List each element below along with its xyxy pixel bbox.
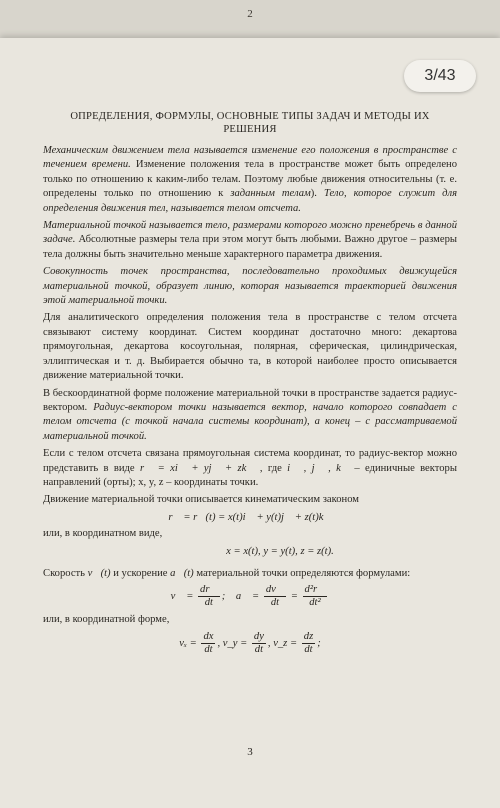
paragraph-coordinate-form: или, в координатном виде, — [43, 528, 163, 540]
fraction-d2r-dt2: $\frac{\text{d²r⃗}}{\text{dt²}}$ — [304, 584, 326, 609]
paragraph-trajectory: Совокупность точек пространства, последовательно проходимых движущейся материальной точкой, образует линию, которая называется траекторией движения этой материальной точки. — [43, 266, 457, 307]
radius-vector-formula: r⃗ = xi⃗ + yj⃗ + zk⃗ — [139, 462, 255, 474]
unit-vectors: i⃗ , j⃗ , k⃗ — [287, 462, 350, 474]
page-number: 3 — [247, 746, 253, 758]
previous-page-number: 2 — [247, 8, 253, 20]
paragraph-coordinate-systems: Для аналитического определения положения тела в пространстве с телом отсчета связывают систему координат. Систем координат достаточно много: декартова прямоугольная, декартова косоугольная, полярная, сферическая, цилиндрическая, эллиптическая и т. д. Выбирается обычно та, в которой наиболее просто описывается движение материальной точки. — [43, 312, 457, 382]
paragraph-velocity-acceleration: Скорость v⃗(t) и ускорение a⃗(t) материальной точки определяются формулами: — [43, 567, 411, 579]
page-content — [43, 110, 457, 660]
velocity-components-formula: vₓ = $\frac{dx}{dt}$ , v_y = $\frac{dy}{dt}$ , v_z = $\frac{dz}{dt}$ ; — [179, 630, 321, 655]
fraction-dx-dt: $\frac{dx}{dt}$ — [203, 630, 214, 655]
kinematic-law-formula: r⃗ = r⃗(t) = x(t)i⃗ + y(t)j⃗ + z(t)k⃗ — [168, 511, 332, 523]
fraction-dz-dt: $\frac{dz}{dt}$ — [303, 630, 314, 655]
velocity-acceleration-formula: v⃗ = $\frac{dr⃗}{dt}$ ; a⃗ = $\frac{dv⃗}{dt}$ = $\frac{\text{d²r⃗}}{\text{dt²}}$ — [170, 584, 326, 609]
coordinate-formula: x = x(t), y = y(t), z = z(t). — [226, 545, 334, 557]
document-page — [0, 38, 500, 808]
page-indicator: 3/43 — [404, 60, 476, 92]
fraction-dv-dt: $\frac{dv⃗}{dt}$ — [265, 584, 285, 609]
paragraph-radius-vector: В бескоординатной форме положение материальной точки в пространстве задается радиус-вектором. Радиус-вектором точки называется вектор, начало которого совпадает с телом отсчета (с точкой начала системы координат), а конец – с рассматриваемой материальной точкой. — [43, 387, 457, 442]
paragraph-material-point: Материальной точкой называется тело, размерами которого можно пренебречь в данной задаче. Абсолютные размеры тела при этом могут быть любыми. Важно другое – размеры тела должны быть значительно меньше характерного параметра движения. — [43, 220, 457, 260]
paragraph-rectangular-system: Если с телом отсчета связана прямоугольная система координат, то радиус-вектор можно представить в виде r⃗ = xi⃗ + yj⃗ + zk⃗ , где i⃗ , j⃗ , k⃗ – единичные векторы направлений (орты); x, y, z – координаты точки. — [43, 448, 457, 488]
paragraph-mechanical-motion: Механическим движением тела называется изменение его положения в пространстве с течением времени. Изменение положения тела в пространстве может быть определено только по отношению к каким-либо телам. Поэтому любые движения относительны (т. е. определены только по отношению к заданным телам). Тело, которое служит для определения движения тел, называется телом отсчета. — [43, 145, 457, 214]
fraction-dy-dt: $\frac{dy}{dt}$ — [253, 630, 264, 655]
paragraph-coordinate-form-2: или, в координатной форме, — [43, 614, 170, 626]
paragraph-kinematic-law: Движение материальной точки описывается кинематическим законом — [43, 494, 360, 506]
fraction-dr-dt: $\frac{dr⃗}{dt}$ — [200, 584, 218, 609]
section-heading: ОПРЕДЕЛЕНИЯ, ФОРМУЛЫ, ОСНОВНЫЕ ТИПЫ ЗАДАЧ И МЕТОДЫ ИХ РЕШЕНИЯ — [70, 111, 430, 135]
